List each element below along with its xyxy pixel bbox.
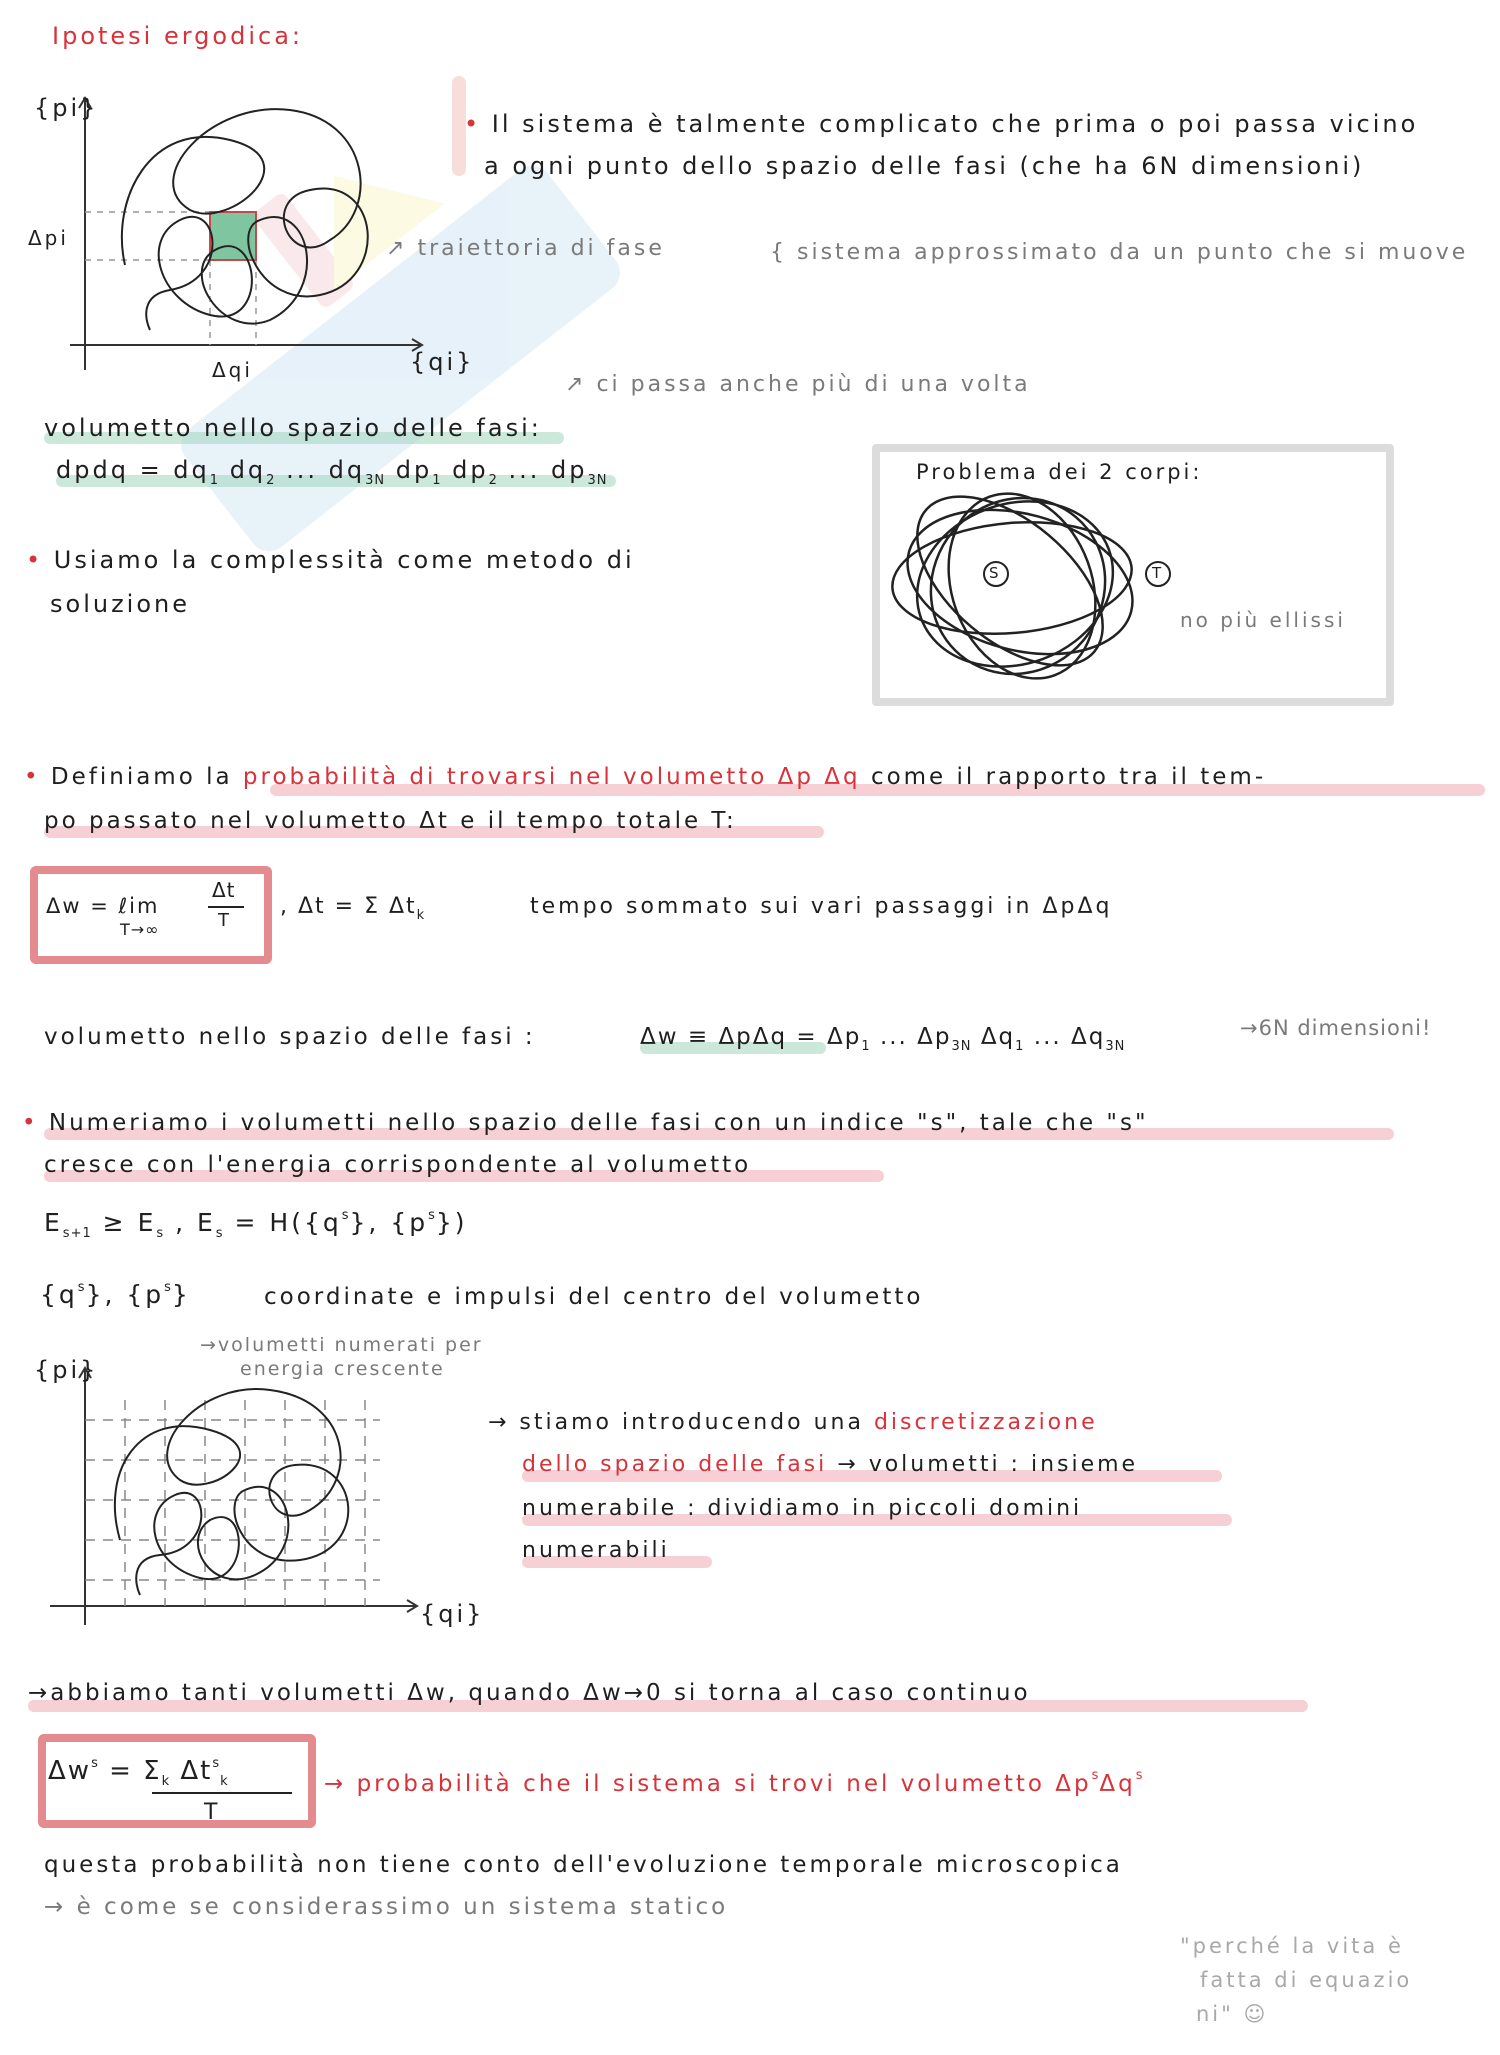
vol2-eq: $\Delta w \equiv \Delta p\Delta q = \Delta p_1$ ... $\Delta p_{3N}$ $\Delta q_1$ ... $\Delta q_{3N}$ [640, 1024, 1126, 1054]
earth-label: T [1152, 564, 1162, 582]
formula1-desc: tempo sommato sui vari passaggi in ΔpΔq [530, 894, 1113, 919]
graph1-xlabel: {qi} [410, 348, 475, 376]
dpdq-formula: dpdq = $dq_1$ $dq_2$ ... $dq_{3N}$ $dp_1$ $dp_2$ ... $dp_{3N}$ [56, 456, 608, 488]
quote-line1: "perché la vita è [1180, 1934, 1404, 1958]
phase-trajectory-graph [30, 80, 450, 380]
energy-order-eq: $E_{s+1} \ge E_s$ , $E_s = H(\{q^s\}$, $\{p^s\}$) [44, 1208, 468, 1241]
graph2-ylabel: {pi} [34, 1356, 99, 1384]
formula1-sum: , Δt = Σ $\Delta t_k$ [280, 894, 426, 923]
two-body-note: no più ellissi [1180, 608, 1346, 632]
quote-line3: ni" ☺ [1196, 2002, 1269, 2026]
numeriamo-line1: • Numeriamo i volumetti nello spazio delle fasi con un indice "s", tale che "s" [22, 1110, 1149, 1136]
quote-line2: fatta di equazio [1200, 1968, 1413, 1992]
formula2-desc: → probabilità che il sistema si trovi nel volumetto $\Delta p^s\Delta q^s$ [324, 1768, 1144, 1797]
note-passa: ↗ ci passa anche più di una volta [565, 372, 1031, 397]
graph1-dq-label: Δqi [212, 358, 253, 382]
formula1-fraction-bar [208, 906, 244, 908]
graph2-xlabel: {qi} [420, 1600, 485, 1628]
stiamo-line3: numerabile : dividiamo in piccoli domini [522, 1496, 1083, 1521]
stiamo-line1: → stiamo introducendo una discretizzazione [488, 1410, 1098, 1435]
page-title: Ipotesi ergodica: [52, 22, 303, 50]
questa-line2: → è come se considerassimo un sistema statico [44, 1894, 729, 1920]
stiamo-line4: numerabili [522, 1538, 670, 1563]
graph2-note1: →volumetti numerati per [200, 1334, 483, 1356]
usiamo-line1: • Usiamo la complessità come metodo di [26, 546, 635, 574]
formula2-expr: $\Delta w^s = \Sigma_k$ $\Delta t^s_k$ [48, 1756, 229, 1789]
numeriamo-line2: cresce con l'energia corrispondente al volumetto [44, 1152, 752, 1178]
trajectory-label: ↗ traiettoria di fase [386, 236, 665, 261]
volumetto-heading: volumetto nello spazio delle fasi: [44, 414, 542, 442]
usiamo-line2: soluzione [50, 590, 190, 618]
vol2-text: volumetto nello spazio delle fasi : [44, 1024, 536, 1050]
two-body-title: Problema dei 2 corpi: [916, 460, 1203, 484]
formula2-fraction-bar [152, 1792, 292, 1794]
formula1-lhs: Δw = ℓim [46, 894, 160, 918]
sun-label: S [989, 564, 999, 582]
graph2-note2: energia crescente [240, 1358, 445, 1380]
stiamo-line2: dello spazio delle fasi → volumetti : insieme [522, 1452, 1139, 1477]
questa-line1: questa probabilità non tiene conto dell'evoluzione temporale microscopica [44, 1852, 1123, 1878]
definiamo-line2: po passato nel volumetto Δt e il tempo totale T: [44, 808, 737, 834]
coord-desc: coordinate e impulsi del centro del volumetto [264, 1284, 924, 1310]
graph1-ylabel: {pi} [34, 94, 99, 122]
two-body-orbits [890, 486, 1190, 686]
note-system: { sistema approssimato da un punto che si muove [770, 240, 1469, 265]
coord-eq: $\{q^s\}$, $\{p^s\}$ [40, 1280, 191, 1309]
discretized-graph [30, 1350, 450, 1630]
formula1-num: Δt [212, 878, 236, 902]
graph1-dp-label: Δpi [28, 226, 69, 250]
formula1-limit: T→∞ [120, 920, 160, 939]
vol2-note: →6N dimensioni! [1240, 1016, 1432, 1040]
abbiamo-line: →abbiamo tanti volumetti Δw, quando Δw→0 si torna al caso continuo [28, 1680, 1031, 1706]
p1-line1: • Il sistema è talmente complicato che prima o poi passa vicino [464, 110, 1419, 138]
definiamo-line1: • Definiamo la probabilità di trovarsi nel volumetto Δp Δq come il rapporto tra il tem- [24, 764, 1267, 790]
formula1-den: T [218, 910, 232, 931]
formula2-den: T [204, 1800, 221, 1825]
p1-line2: a ogni punto dello spazio delle fasi (che ha 6N dimensioni) [484, 152, 1365, 180]
